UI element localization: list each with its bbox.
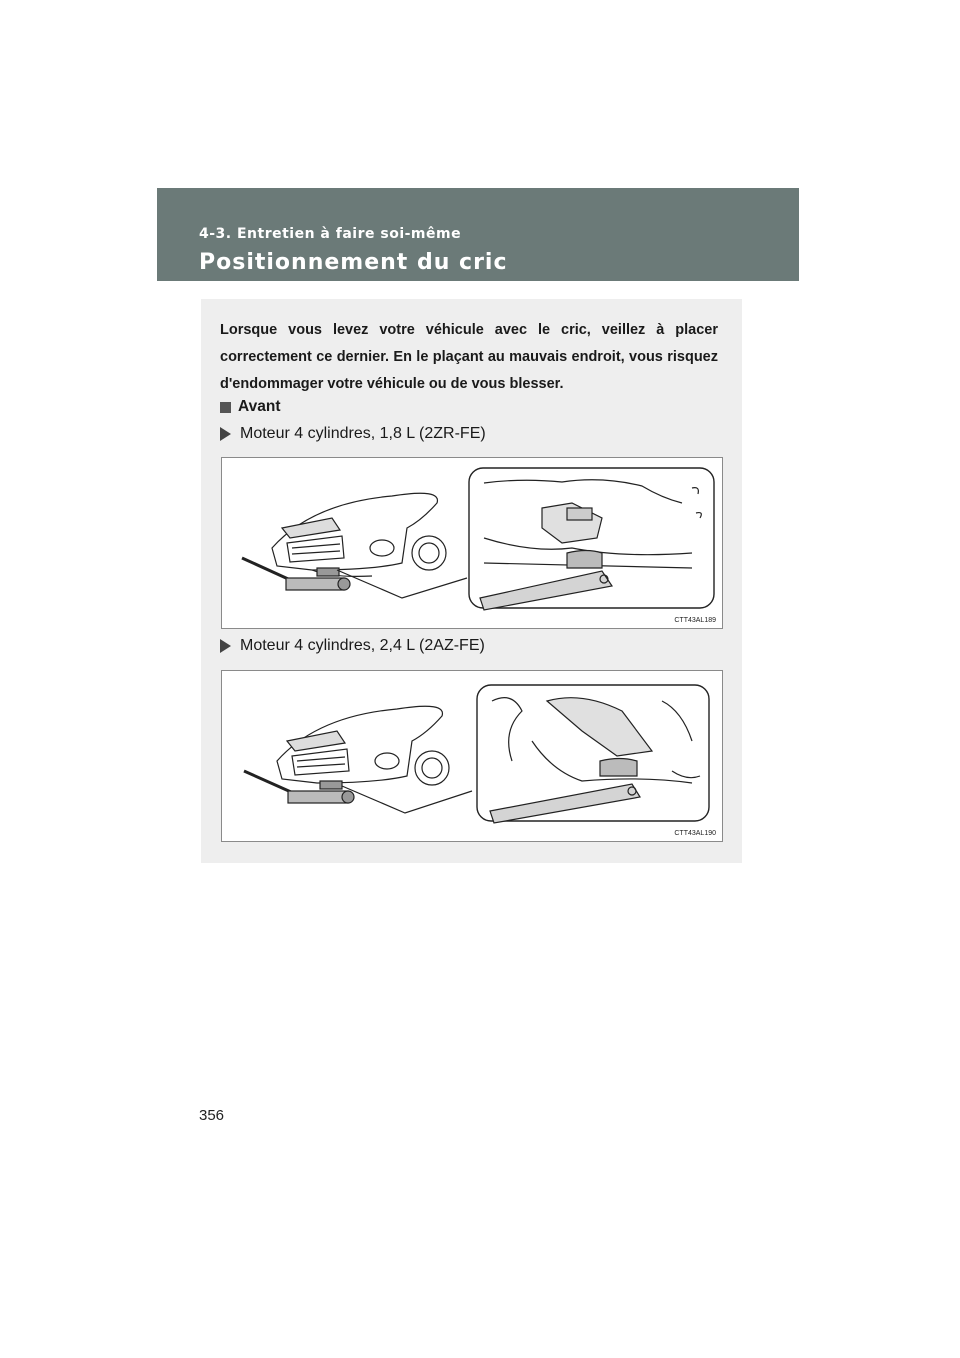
figure-code: CTT43AL190	[674, 830, 716, 837]
triangle-bullet-icon	[220, 639, 231, 653]
variant-item	[220, 425, 486, 443]
car-jack-illustration	[222, 671, 722, 841]
intro-paragraph: Lorsque vous levez votre véhicule avec le cric, veillez à placer correctement ce dernier. En le plaçant au mauvais endroit, vous risquez d'endommager votre véhicule ou de vous blesser.	[220, 322, 718, 392]
square-bullet-icon	[220, 402, 231, 413]
content-box	[201, 299, 742, 863]
variant-label: Moteur 4 cylindres, 1,8 L (2ZR-FE)	[240, 425, 486, 442]
variant-label: Moteur 4 cylindres, 2,4 L (2AZ-FE)	[240, 637, 485, 654]
page-title: Positionnement du cric	[199, 250, 508, 275]
variant-item	[220, 637, 485, 655]
subheading	[220, 398, 281, 416]
section-label: 4-3. Entretien à faire soi-même	[199, 226, 462, 242]
chapter-header	[157, 188, 799, 281]
jack-figure	[221, 670, 723, 842]
triangle-bullet-icon	[220, 427, 231, 441]
jack-figure	[221, 457, 723, 629]
page-number: 356	[199, 1107, 225, 1124]
subheading-label: Avant	[238, 398, 281, 415]
figure-code: CTT43AL189	[674, 617, 716, 624]
car-jack-illustration	[222, 458, 722, 628]
